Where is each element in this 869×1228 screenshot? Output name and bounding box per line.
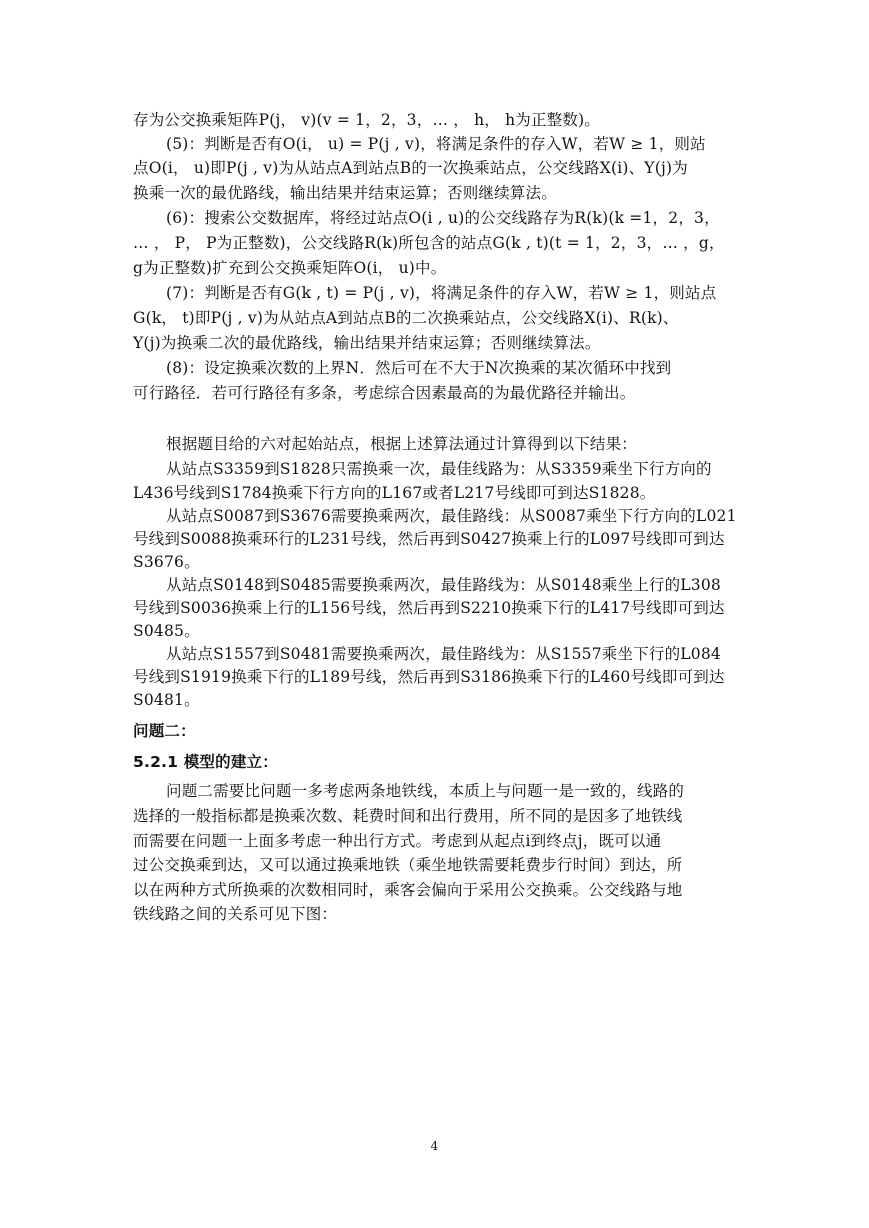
text-line: 可行路径．若可行路径有多条，考虑综合因素最高的为最优路径并输出。 bbox=[133, 384, 636, 402]
text-line: 根据题目给的六对起始站点，根据上述算法通过计算得到以下结果： bbox=[166, 435, 638, 453]
section-heading: 问题二： bbox=[133, 722, 196, 740]
text-line: 以在两种方式所换乘的次数相同时，乘客会偏向于采用公交换乘。公交线路与地 bbox=[133, 881, 683, 899]
text-line: 铁线路之间的关系可见下图： bbox=[133, 905, 338, 923]
text-line: 过公交换乘到达，又可以通过换乘地铁（乘坐地铁需要耗费步行时间）到达，所 bbox=[133, 856, 683, 874]
text-line: 问题二需要比问题一多考虑两条地铁线，本质上与问题一是一致的，线路的 bbox=[166, 782, 685, 800]
text-line: 换乘一次的最优路线，输出结果并结束运算；否则继续算法。 bbox=[133, 184, 557, 202]
text-line: 从站点S0148到S0485需要换乘两次，最佳路线为：从S0148乘坐上行的L308 bbox=[166, 576, 721, 594]
text-line: 点O(i， u)即P(j , v)为从站点A到站点B的一次换乘站点，公交线路X(i)、Y(j)为 bbox=[133, 159, 688, 177]
text-line: G(k， t)即P(j , v)为从站点A到站点B的二次换乘站点，公交线路X(i)、R(k)、 bbox=[133, 309, 679, 327]
text-line: (7)：判断是否有G(k , t) = P(j , v)，将满足条件的存入W，若W ≥ 1，则站点 bbox=[166, 284, 717, 302]
text-line: 从站点S1557到S0481需要换乘两次，最佳路线为：从S1557乘坐下行的L084 bbox=[166, 645, 721, 663]
text-line: 从站点S3359到S1828只需换乘一次，最佳线路为：从S3359乘坐下行方向的 bbox=[166, 460, 712, 478]
text-line: 号线到S0036换乘上行的L156号线，然后再到S2210换乘下行的L417号线即可到达 bbox=[133, 599, 725, 617]
text-line: 号线到S1919换乘下行的L189号线，然后再到S3186换乘下行的L460号线即可到达 bbox=[133, 668, 725, 686]
text-line: S0485。 bbox=[133, 622, 200, 640]
text-line: 而需要在问题一上面多考虑一种出行方式。考虑到从起点i到终点j，既可以通 bbox=[133, 832, 662, 850]
subsection-heading: 5.2.1 模型的建立： bbox=[133, 753, 278, 771]
page-number: 4 bbox=[430, 1139, 439, 1153]
text-line: 从站点S0087到S3676需要换乘两次，最佳路线：从S0087乘坐下行方向的L021 bbox=[166, 507, 737, 525]
text-line: 选择的一般指标都是换乘次数、耗费时间和出行费用，所不同的是因多了地铁线 bbox=[133, 807, 683, 825]
text-line: g为正整数)扩充到公交换乘矩阵O(i， u)中。 bbox=[133, 259, 447, 277]
text-line: L436号线到S1784换乘下行方向的L167或者L217号线即可到达S1828。 bbox=[133, 484, 656, 502]
text-line: (5)：判断是否有O(i， u) = P(j , v)，将满足条件的存入W，若W ≥ 1，则站 bbox=[166, 135, 706, 153]
text-line: Y(j)为换乘二次的最优路线，输出结果并结束运算；否则继续算法。 bbox=[133, 334, 601, 352]
text-line: S3676。 bbox=[133, 553, 200, 571]
text-line: (6)：搜索公交数据库，将经过站点O(i , u)的公交线路存为R(k)(k =1，2，3， bbox=[166, 209, 720, 227]
text-line: 存为公交换乘矩阵P(j， v)(v = 1，2，3，… ， h， h为正整数)。 bbox=[133, 111, 601, 129]
text-line: (8)：设定换乘次数的上界N．然后可在不大于N次换乘的某次循环中找到 bbox=[166, 359, 672, 377]
text-line: … ， P， P为正整数)，公交线路R(k)所包含的站点G(k , t)(t = 1，2，3，… ，g， bbox=[133, 234, 725, 252]
text-line: S0481。 bbox=[133, 691, 200, 709]
text-line: 号线到S0088换乘环行的L231号线，然后再到S0427换乘上行的L097号线即可到达 bbox=[133, 530, 725, 548]
